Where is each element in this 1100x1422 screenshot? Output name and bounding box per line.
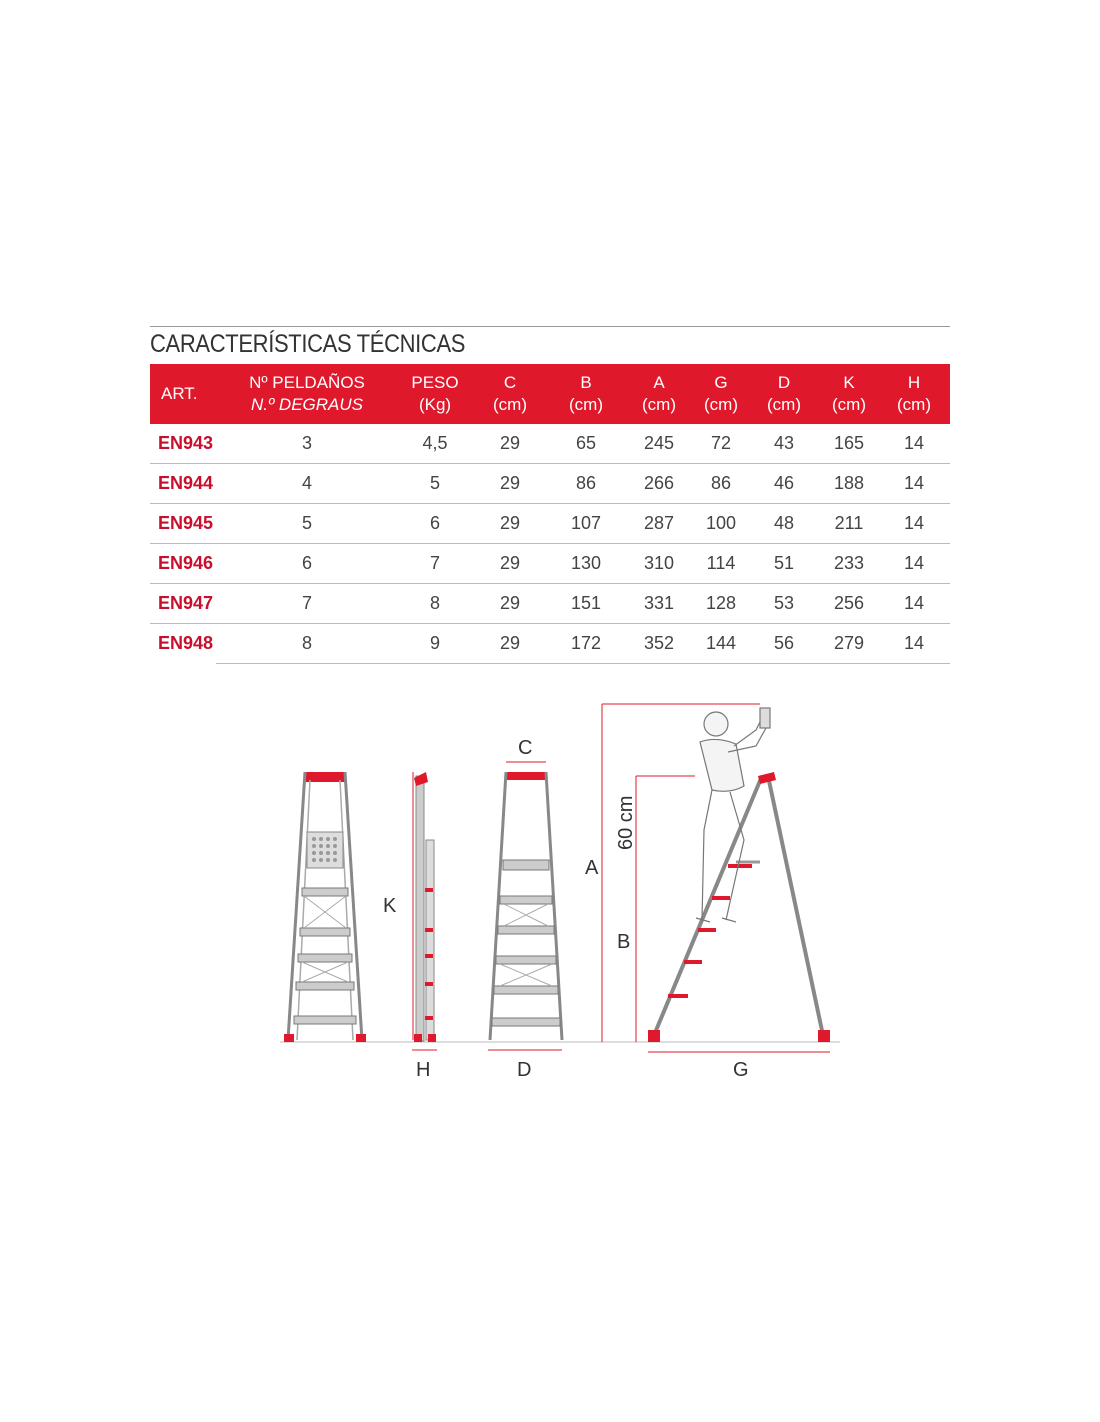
table-cell: 51 [748,544,820,584]
table-cell: 114 [694,544,748,584]
table-cell: 29 [472,584,548,624]
table-cell: 107 [548,504,624,544]
column-header-label: ART. [161,384,198,403]
table-cell: 266 [624,464,694,504]
table-cell: 29 [472,544,548,584]
column-header [150,364,216,424]
dim-label-b: B [617,931,631,953]
table-cell: 3 [216,424,398,464]
column-header [748,364,820,424]
table-cell: 128 [694,584,748,624]
table-cell: 14 [878,504,950,544]
ladder-open-view [585,704,830,1081]
article-code: EN943 [150,424,216,464]
table-cell: 8 [398,584,472,624]
table-cell: 46 [748,464,820,504]
column-header-sublabel: (cm) [897,395,931,414]
table-cell: 287 [624,504,694,544]
article-code: EN947 [150,584,216,624]
dim-label-c: C [518,737,533,759]
table-cell: 151 [548,584,624,624]
dim-label-h: H [416,1059,431,1081]
table-cell: 165 [820,424,878,464]
table-cell: 53 [748,584,820,624]
table-row [150,424,950,464]
user-figure [696,708,770,922]
table-cell: 7 [398,544,472,584]
dim-label-d: D [517,1059,532,1081]
column-header-label: K [843,373,855,392]
dim-label-a: A [585,857,599,879]
table-cell: 14 [878,464,950,504]
table-cell: 144 [694,624,748,664]
table-cell: 256 [820,584,878,624]
table-row [150,624,950,664]
table-cell: 43 [748,424,820,464]
column-header [398,364,472,424]
dim-label-g: G [733,1059,749,1081]
table-cell: 188 [820,464,878,504]
table-body [150,424,950,664]
page-title: CARACTERÍSTICAS TÉCNICAS [150,330,466,358]
table-cell: 233 [820,544,878,584]
table-row [150,544,950,584]
column-header-label: A [653,373,665,392]
article-code: EN946 [150,544,216,584]
table-cell: 86 [548,464,624,504]
column-header-label: B [580,373,592,392]
table-cell: 6 [216,544,398,584]
table-cell: 72 [694,424,748,464]
table-cell: 48 [748,504,820,544]
table-cell: 352 [624,624,694,664]
table-row [150,504,950,544]
table-row [150,584,950,624]
title-rule [150,326,950,327]
column-header-sublabel: N.º DEGRAUS [250,395,363,414]
table-cell: 86 [694,464,748,504]
table-cell: 5 [216,504,398,544]
column-header [878,364,950,424]
column-header-sublabel: (cm) [832,395,866,414]
table-cell: 245 [624,424,694,464]
table-cell: 56 [748,624,820,664]
article-code: EN944 [150,464,216,504]
table-header-row [150,364,950,424]
dim-label-60cm: 60 cm [615,795,637,850]
table-cell: 65 [548,424,624,464]
table-cell: 4 [216,464,398,504]
table-cell: 29 [472,424,548,464]
column-header-label: C [503,373,517,392]
table-cell: 4,5 [398,424,472,464]
article-code: EN945 [150,504,216,544]
table-cell: 130 [548,544,624,584]
column-header [694,364,748,424]
spec-table [150,364,950,664]
table-cell: 310 [624,544,694,584]
article-code: EN948 [158,633,214,654]
table-cell: 6 [398,504,472,544]
column-header [624,364,694,424]
table-cell: 5 [398,464,472,504]
table-cell: 9 [398,624,472,664]
column-header [216,364,398,424]
table-cell: 100 [694,504,748,544]
column-header-sublabel: (cm) [493,395,527,414]
column-header-label: D [777,373,791,392]
table-cell: 14 [878,424,950,464]
table-cell: 7 [216,584,398,624]
column-header-label: Nº PELDAÑOS [249,373,365,392]
ladder-side-view [383,772,437,1081]
column-header-sublabel: (cm) [704,395,738,414]
column-header-sublabel: (cm) [642,395,676,414]
table-cell: 29 [472,624,548,664]
table-cell: 331 [624,584,694,624]
column-header [472,364,548,424]
table-cell: 14 [878,624,950,664]
table-cell: 29 [472,464,548,504]
ladder-back-view [488,737,562,1081]
column-header-sublabel: (cm) [767,395,801,414]
ladder-diagram [0,690,1100,1090]
dim-label-k: K [383,895,397,917]
table-cell: 29 [472,504,548,544]
table-row [150,464,950,504]
column-header-label: PESO [411,373,459,392]
table-cell: 279 [820,624,878,664]
table-cell: 211 [820,504,878,544]
table-cell: 14 [878,544,950,584]
ladder-front-view [284,772,366,1042]
table-cell: 8 [216,624,398,664]
column-header-label: G [714,373,728,392]
table-cell: 172 [548,624,624,664]
column-header-sublabel: (Kg) [418,395,452,414]
column-header-label: H [907,373,921,392]
column-header [548,364,624,424]
column-header-sublabel: (cm) [569,395,603,414]
column-header [820,364,878,424]
table-cell: 14 [878,584,950,624]
